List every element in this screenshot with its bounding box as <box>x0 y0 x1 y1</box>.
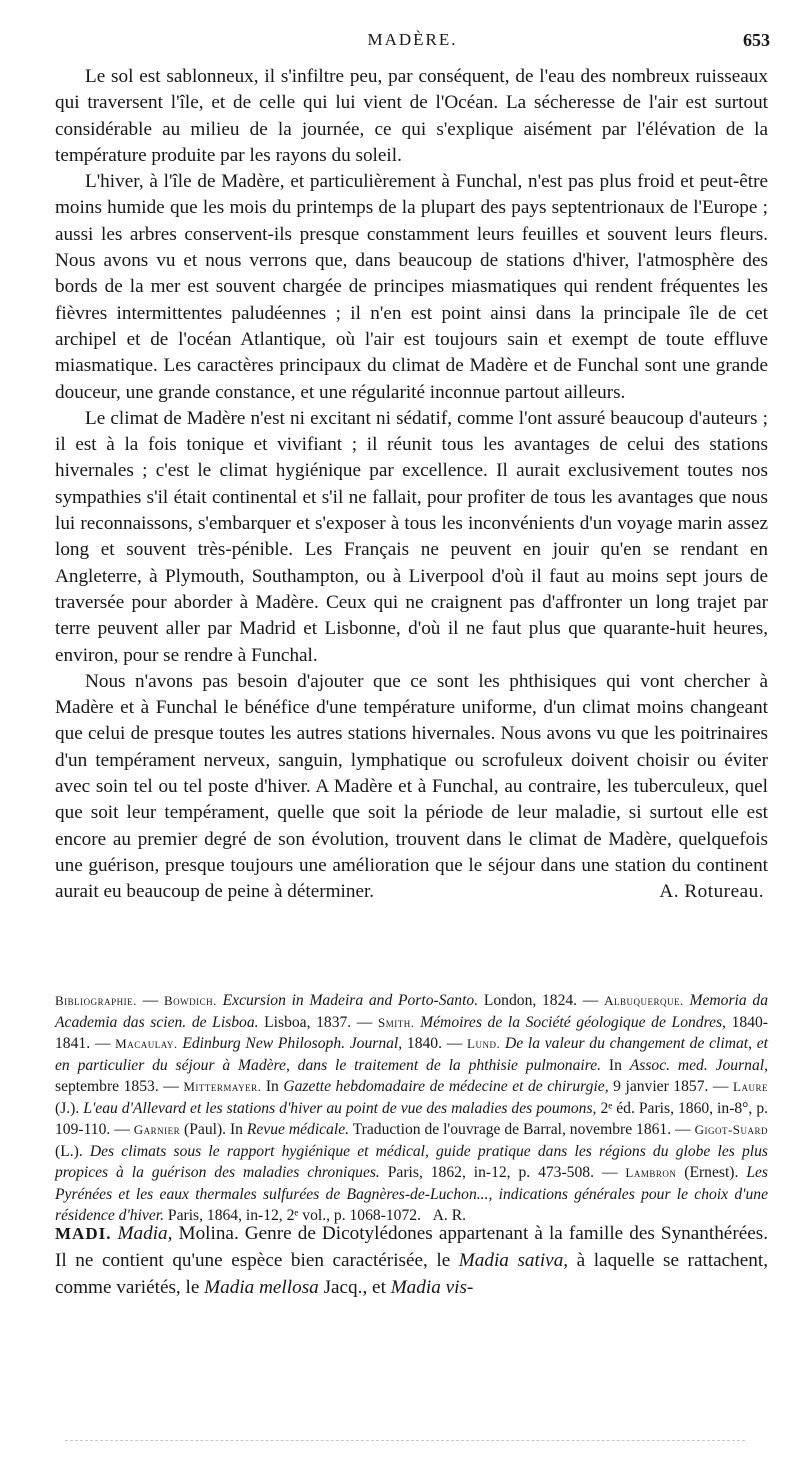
running-title: MADÈRE. <box>367 30 458 49</box>
entry-text: Molina. Genre de Dicotylédones appartenant à la famille des Synanthérées. Il ne contient qu'une espèce bien caractérisée, le <box>55 1223 769 1271</box>
entry-species: Madia mellosa <box>204 1277 319 1298</box>
biblio-title: De la valeur du changement de climat, et en particulier du séjour à Madère, dans le traitement de la phthisie pulmonaire. <box>55 1035 768 1074</box>
biblio-text: In <box>608 1056 630 1074</box>
page-header <box>55 30 770 54</box>
entry-text: à laquelle se rattachent, comme variétés, le <box>55 1250 768 1298</box>
biblio-author: Lund. <box>467 1036 501 1051</box>
biblio-text: (L.). <box>55 1142 90 1160</box>
page-number: 653 <box>743 30 770 50</box>
biblio-author: Albuquerque. <box>604 993 684 1008</box>
bottom-divider <box>65 1440 745 1441</box>
biblio-author: Bowdich. <box>163 993 217 1008</box>
biblio-title: Assoc. med. Journal, <box>629 1056 768 1074</box>
biblio-author: Gigot-Suard <box>694 1122 769 1137</box>
biblio-title: L'eau d'Allevard et les stations d'hiver au point de vue des maladies des poumons, <box>83 1099 597 1117</box>
biblio-author: Mittermayer. <box>183 1079 262 1094</box>
biblio-title: Gazette hebdomadaire de médecine et de chirurgie, <box>283 1078 609 1095</box>
entry-headword: MADI. <box>55 1224 112 1243</box>
biblio-title: Des climats sous le rapport hygiénique et médical, guide pratique dans les régions du globe les plus propices à la guérison des maladies chroniques. <box>55 1142 768 1181</box>
biblio-text: 2ᵉ éd. Paris, 1860, in-8°, p. 109-110. — <box>55 1099 769 1138</box>
entry-species: Madia sativa, <box>458 1250 569 1271</box>
author-signature: A. Rotureau. <box>659 881 764 903</box>
entry-species: Madia vis- <box>390 1277 474 1298</box>
biblio-text: Paris, 1864, in-12, 2ᵉ vol., p. 1068-1072. <box>167 1207 421 1224</box>
entry-genus: Madia, <box>117 1223 173 1244</box>
biblio-title: Memoria da Academia das scien. de Lisboa. <box>55 992 768 1031</box>
bibliography <box>55 990 768 1227</box>
biblio-text: In <box>265 1078 284 1095</box>
biblio-text: (Ernest). <box>684 1164 747 1181</box>
biblio-text: Lisboa, 1837. — <box>264 1013 379 1031</box>
biblio-text: septembre 1853. — <box>55 1078 184 1095</box>
biblio-author: Garnier <box>133 1122 181 1137</box>
biblio-author: Smith. <box>378 1014 415 1030</box>
biblio-text: 1840-1841. — <box>55 1013 768 1052</box>
biblio-title: Les Pyrénées et les eaux thermales sulfurées de Bagnères-de-Luchon..., indications générales pour le choix d'une résidence d'hiver. <box>55 1164 768 1224</box>
biblio-author: Laure <box>733 1079 768 1094</box>
biblio-text: 9 janvier 1857. — <box>613 1078 734 1095</box>
biblio-text: Traduction de l'ouvrage de Barral, novembre 1861. — <box>352 1121 695 1138</box>
paragraph: Le climat de Madère n'est ni excitant ni sédatif, comme l'ont assuré beaucoup d'auteurs ; il est à la fois tonique et vivifiant ; il réunit tous les avantages de celui des stations hivernales ; c'est le climat hygiénique par excellence. Il aurait exclusivement toutes nos sympathies s'il était continental et s'il ne fallait, pour profiter de tous les avantages que nous lui reconnaissons, s'embarquer et s'exposer à tous les inconvénients d'un voyage marin assez long et souvent très-pénible. Les Français ne peuvent en jouir qu'en se rendant en Angleterre, à Plymouth, Southampton, ou à Liverpool d'où il faut au moins sept jours de traversée pour aborder à Madère. Ceux qui ne craignent pas d'affronter un long trajet par terre peuvent aller par Madrid et Lisbonne, d'où il ne faut plus que quarante-huit heures, environ, pour se rendre à Funchal. <box>55 407 768 666</box>
madi-entry <box>55 1220 768 1301</box>
entry-text: Jacq., et <box>318 1277 391 1298</box>
paragraph: L'hiver, à l'île de Madère, et particulièrement à Funchal, n'est pas plus froid et peut-être moins humide que les mois du printemps de la plupart des pays septentrionaux de l'Europe ; aussi les arbres conservent-ils presque constamment leurs feuilles et souvent leurs fleurs. Nous avons vu et nous verrons que, dans beaucoup de stations d'hiver, l'atmosphère des bords de la mer est souvent chargée de principes miasmatiques qui rendent fréquentes les fièvres intermittentes paludéennes ; il n'en est point ainsi dans la principale île de cet archipel et de l'océan Atlantique, où l'air est toujours sain et exempt de toute effluve miasmatique. Les caractères principaux du climat de Madère et de Funchal sont une grande douceur, une grande constance, et une régularité inconnue partout ailleurs. <box>55 171 768 403</box>
biblio-author: Lambron <box>625 1165 677 1180</box>
bibliography-label: Bibliographie. <box>55 993 137 1008</box>
biblio-author: Macaulay. <box>115 1036 178 1051</box>
biblio-title: Revue médicale. <box>246 1121 350 1138</box>
biblio-title: Edinburg New Philosoph. Journal, <box>182 1035 403 1052</box>
biblio-title: Mémoires de la Société géologique de Londres, <box>420 1013 726 1031</box>
biblio-text: Paris, 1862, in-12, p. 473-508. — <box>387 1164 626 1181</box>
biblio-text: London, 1824. — <box>483 992 605 1009</box>
article-body <box>55 64 768 906</box>
biblio-text: 1840. — <box>406 1035 468 1052</box>
bibliography-signature: A. R. <box>432 1207 467 1224</box>
biblio-text: (J.). <box>55 1099 84 1117</box>
paragraph <box>55 669 768 906</box>
biblio-text: — <box>142 992 164 1009</box>
biblio-text: (Paul). In <box>184 1121 247 1138</box>
biblio-title: Excursion in Madeira and Porto-Santo. <box>222 992 479 1009</box>
paragraph: Le sol est sablonneux, il s'infiltre peu, par conséquent, de l'eau des nombreux ruisseaux qui traversent l'île, et de celle qui lui vient de l'Océan. La sécheresse de l'air est surtout considérable au milieu de la journée, ce qui s'explique aisément par l'élévation de la température produite par les rayons du soleil. <box>55 66 768 166</box>
paragraph-text: Nous n'avons pas besoin d'ajouter que ce sont les phthisiques qui vont chercher à Madère et à Funchal le bénéfice d'une température uniforme, d'un climat moins changeant que celui de presque toutes les autres stations hivernales. Nous avons vu que les poitrinaires d'un tempérament nerveux, sanguin, lymphatique ou scrofuleux doivent choisir ou éviter avec soin tel ou tel poste d'hiver. A Madère et à Funchal, au contraire, les tuberculeux, quel que soit leur tempérament, quelle que soit la période de leur maladie, si surtout elle est encore au premier degré de son évolution, trouvent dans le climat de Madère, quelquefois une guérison, presque toujours une amélioration que le séjour dans une station du continent aurait eu beaucoup de peine à déterminer. <box>55 670 768 903</box>
